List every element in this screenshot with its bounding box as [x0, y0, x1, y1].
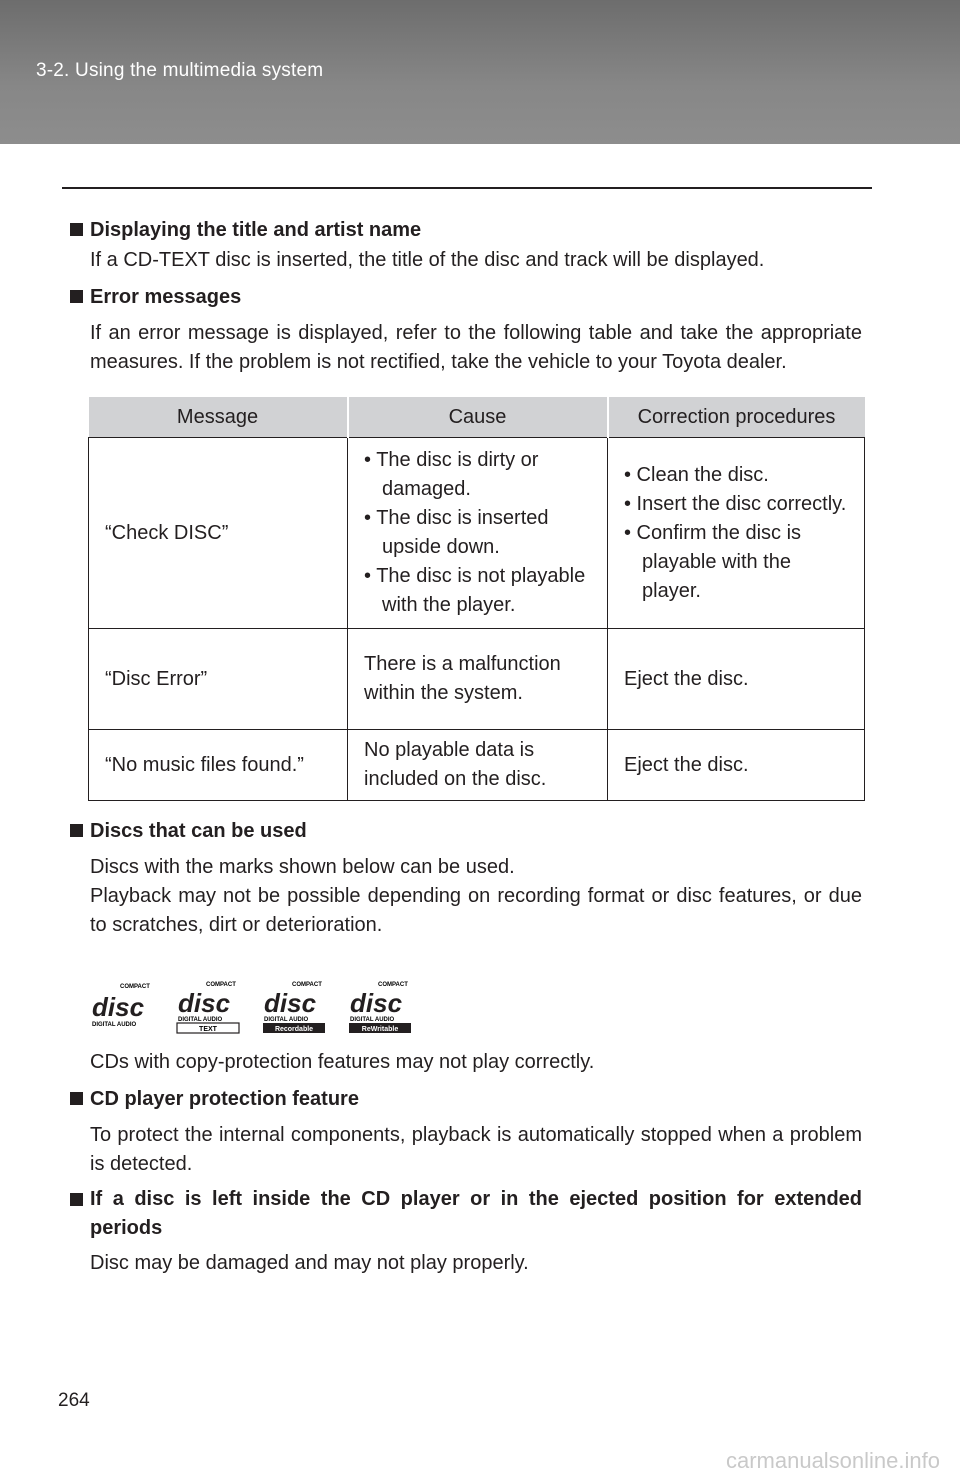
error-table	[88, 397, 865, 801]
para-errors: If an error message is displayed, refer to the following table and take the appropriate measures. If the problem is not rectified, take the vehicle to your Toyota dealer.	[90, 322, 862, 373]
heading-left-inside-text: If a disc is left inside the CD player or in the ejected position for extended periods	[90, 1188, 862, 1239]
cell-message: “Check DISC”	[89, 438, 348, 629]
correction-item: • Insert the disc correctly.	[624, 492, 847, 515]
square-bullet-icon	[70, 1092, 83, 1105]
cell-cause: There is a malfunction within the system.	[348, 629, 608, 730]
svg-text:COMPACT: COMPACT	[378, 982, 408, 988]
square-bullet-icon	[70, 290, 83, 303]
svg-text:COMPACT: COMPACT	[292, 982, 322, 988]
svg-text:Recordable: Recordable	[274, 1026, 314, 1033]
heading-discs-text: Discs that can be used	[90, 820, 307, 842]
square-bullet-icon	[70, 223, 83, 236]
svg-text:disc: disc	[264, 988, 317, 1018]
heading-displaying-text: Displaying the title and artist name	[90, 219, 422, 241]
compact-disc-text-logo	[176, 978, 240, 1034]
heading-errors-text: Error messages	[90, 286, 242, 308]
svg-text:ReWritable: ReWritable	[361, 1026, 399, 1033]
cell-message: “No music files found.”	[89, 730, 348, 801]
table-row	[89, 438, 865, 629]
table-row	[89, 730, 865, 801]
section-title: 3-2. Using the multimedia system	[36, 60, 324, 81]
svg-text:disc: disc	[178, 988, 231, 1018]
cell-correction	[608, 438, 865, 629]
page-number: 264	[58, 1390, 90, 1411]
para-discs-2: Playback may not be possible depending on recording format or disc features, or due to scratches, dirt or deterioration.	[90, 885, 862, 936]
table-header-row	[89, 397, 865, 438]
svg-text:COMPACT: COMPACT	[206, 982, 236, 988]
square-bullet-icon	[70, 1193, 83, 1206]
heading-discs	[70, 815, 862, 847]
cell-correction: Eject the disc.	[608, 730, 865, 801]
cause-item: • The disc is dirty or damaged.	[364, 449, 539, 500]
compact-disc-logo	[90, 978, 154, 1034]
square-bullet-icon	[70, 824, 83, 837]
correction-item: • Confirm the disc is playable with the player.	[624, 521, 802, 602]
heading-protection-text: CD player protection feature	[90, 1088, 359, 1110]
svg-text:disc: disc	[92, 992, 145, 1022]
cell-cause: No playable data is included on the disc.	[348, 730, 608, 801]
cause-item: • The disc is inserted upside down.	[364, 507, 549, 558]
watermark: carmanualsonline.info	[725, 1448, 940, 1473]
heading-errors	[70, 281, 862, 313]
svg-text:COMPACT: COMPACT	[120, 984, 150, 990]
page-content	[70, 214, 862, 1278]
svg-text:DIGITAL AUDIO: DIGITAL AUDIO	[350, 1017, 395, 1023]
table-row	[89, 629, 865, 730]
compact-disc-recordable-logo	[262, 978, 326, 1034]
page-header	[0, 0, 960, 144]
col-header-correction: Correction procedures	[608, 397, 865, 438]
cause-item: • The disc is not playable with the player.	[364, 565, 586, 616]
divider-rule	[62, 187, 872, 189]
svg-text:TEXT: TEXT	[199, 1026, 217, 1033]
heading-displaying	[70, 214, 862, 246]
svg-text:DIGITAL AUDIO: DIGITAL AUDIO	[178, 1017, 223, 1023]
col-header-cause: Cause	[348, 397, 608, 438]
para-displaying: If a CD-TEXT disc is inserted, the title of the disc and track will be displayed.	[90, 249, 765, 271]
para-left-inside: Disc may be damaged and may not play properly.	[90, 1252, 529, 1274]
correction-item: • Clean the disc.	[624, 463, 769, 486]
compact-disc-rewritable-logo	[348, 978, 412, 1034]
cell-message: “Disc Error”	[89, 629, 348, 730]
para-protection: To protect the internal components, playback is automatically stopped when a problem is detected.	[90, 1124, 862, 1175]
para-discs-1: Discs with the marks shown below can be used.	[90, 856, 515, 878]
svg-text:DIGITAL AUDIO: DIGITAL AUDIO	[264, 1017, 309, 1023]
svg-text:DIGITAL AUDIO: DIGITAL AUDIO	[92, 1022, 137, 1028]
heading-protection	[70, 1083, 862, 1115]
heading-left-inside	[70, 1185, 862, 1243]
cell-correction: Eject the disc.	[608, 629, 865, 730]
cell-cause	[348, 438, 608, 629]
para-discs-3: CDs with copy-protection features may not play correctly.	[90, 1051, 595, 1073]
disc-logos	[90, 978, 862, 1034]
svg-text:disc: disc	[350, 988, 403, 1018]
col-header-message: Message	[89, 397, 348, 438]
